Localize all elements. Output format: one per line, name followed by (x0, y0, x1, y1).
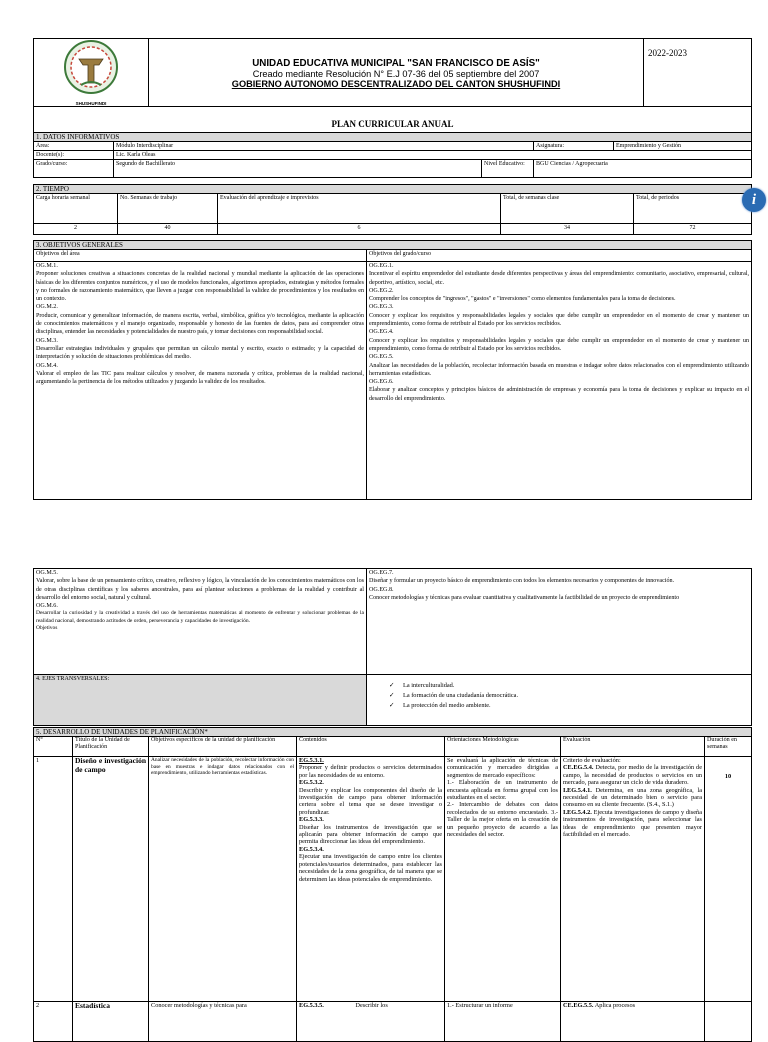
objective-code: OG.EG.4. (369, 329, 394, 336)
content-code: EG.5.3.4. (299, 845, 324, 853)
grado-value: Segundo de Bachillerato (114, 160, 482, 178)
objective-code: OG.EG.5. (369, 354, 394, 361)
evaluation-code: I.EG.5.4.1. (563, 786, 592, 794)
section-tiempo: 2. TIEMPO (34, 185, 752, 194)
objective-code: OG.M.1. (36, 263, 58, 269)
eje-item: ✓ La formación de una ciudadanía democrática. (389, 692, 519, 699)
objective-text: Valorar el empleo de las TIC para realizar cálculos y resolver, de manera razonada y crítica, problemas de la realidad nacional, argumentando la pertinencia de los métodos utilizados y juzgando la validez de los resultados. (36, 370, 364, 386)
desarrollo-table (33, 727, 752, 1042)
tiempo-value: 6 (218, 224, 501, 235)
objective-text: Elaborar y analizar conceptos y principios básicos de administración de empresas y economía para la toma de decisiones y explicar su impacto en el desarrollo del emprendimiento. (369, 387, 750, 402)
tiempo-header: Total, de semanas clase (501, 194, 634, 224)
objective-text: Comprender los conceptos de "ingresos", "gastos" e "inversiones" como elementos fundamentales para la toma de decisiones. (369, 296, 676, 303)
content-text: Proponer y definir productos o servicios determinados por las necesidades de su entorno. (299, 764, 442, 779)
evaluation-text: Ejecuta investigaciones de campo y diseña instrumentos de investigación, para seleccionar las ideas de emprendimiento que presenten mayor factibilidad en el mercado. (563, 808, 702, 839)
objective-text: Incentivar el espíritu emprendedor del estudiante desde diferentes perspectivas y áreas del emprendimiento: comunitario, asociativo, empresarial, cultural, deportivo, artístico, social, etc. (369, 271, 750, 286)
content-code: EG.5.3.2. (299, 779, 324, 787)
objective-text: Desarrollar la curiosidad y la creatividad a través del uso de herramientas matemáticas al momento de enfrentar y solucionar problemas de la realidad nacional, demostrando actitudes de orden, perseverancia y capacidades de investigación. (36, 610, 364, 624)
school-header (149, 39, 644, 107)
evaluation-text: Determina, en una zona geográfica, la necesidad de un determinado bien o servicio para consumo en su cliente frecuente. (S.4., S.1.) (563, 786, 702, 809)
objective-code: OG.M.6. (36, 603, 58, 610)
tiempo-header: Total, de periodos (634, 194, 752, 224)
objetivos-continuation-table (33, 568, 752, 726)
content-text: Describir y explicar los componentes del diseño de la investigación de campo para obtener información certera sobre el tema que se desee investigar o profundizar. (299, 786, 442, 816)
tiempo-value: 34 (501, 224, 634, 235)
unit-col-header: N° (34, 737, 73, 757)
check-icon: ✓ (389, 682, 395, 689)
table-row (34, 757, 752, 1002)
objective-code: OG.EG.3. (369, 304, 394, 311)
objective-text: Desarrollar estrategias individuales y grupales que permitan un cálculo mental y escrito, exacto o estimado; y la capacidad de interpretación y solución de situaciones problémicas del medio. (36, 345, 364, 361)
content-code: EG.5.3.3. (299, 816, 324, 824)
eje-item: ✓ La interculturalidad. (389, 682, 455, 689)
curso-objectives-continued (367, 569, 752, 675)
nivel-label: Nivel Educativo: (482, 160, 534, 178)
unit-number: 2 (34, 1002, 73, 1042)
plan-title: PLAN CURRICULAR ANUAL (34, 107, 752, 141)
objective-code: OG.EG.1. (369, 263, 394, 269)
objective-code: OG.M.4. (36, 362, 58, 369)
area-objectives (34, 262, 367, 500)
evaluation-code: I.EG.5.4.2. (563, 808, 592, 816)
evaluation-intro: Criterio de evaluación: (563, 757, 621, 764)
unit-title: Diseño e investigación de campo (73, 757, 149, 1002)
info-icon[interactable]: i (742, 188, 766, 212)
objective-code: OG.M.3. (36, 337, 58, 344)
objective-text: Analizar las necesidades de la población, recolectar información basada en muestras e indagar sobre datos relacionados con el emprendimiento utilizando herramientas estadísticas. (369, 362, 750, 377)
unit-title: Estadística (73, 1002, 149, 1042)
unit-evaluation (561, 1002, 705, 1042)
area-objectives-continued (34, 569, 367, 675)
objective-code: OG.M.5. (36, 570, 58, 576)
tiempo-table (33, 184, 752, 235)
objective-text: Conocer y explicar los requisitos y responsabilidades legales y sociales que debe cumplir un emprendedor en el momento de crear y mantener un emprendimiento, como forma de retribuir al Estado por los servicios recibidos. (369, 312, 750, 328)
objective-tail: Objetivos (36, 625, 58, 632)
government-line: GOBIERNO AUTONOMO DESCENTRALIZADO DEL CANTON SHUSHUFINDI (231, 78, 561, 89)
evaluation-text: Detecta, por medio de la investigación de campo, la necesidad de productos o servicios en un mercado, para asegurar un ciclo de vida duradero. (563, 764, 703, 787)
objective-code: OG.EG.6. (369, 379, 394, 386)
unit-col-header: Contenidos (297, 737, 445, 757)
content-text: Describir los (355, 1002, 388, 1009)
content-code: EG.5.3.5. (299, 1002, 324, 1009)
tiempo-header: Evaluación del aprendizaje e imprevistos (218, 194, 501, 224)
tiempo-header: No. Semanas de trabajo (118, 194, 218, 224)
unit-methods: Se evaluará la aplicación de técnicas de comunicación y mercadeo dirigidas a segmentos de mercado específicos: 1.- Elaboración de un instrumento de encuesta aplicada en forma grupal con los estudiantes en el sector. 2.- Intercambio de debates con datos recolectados de su entorno encuestado. 3.- Taller de la mejor oferta en la creación de un pequeño proyecto de acuerdo a las necesidades del sector. (445, 757, 561, 1002)
unit-methods: 1.- Estructurar un informe (445, 1002, 561, 1042)
docente-label: Docente(s): (34, 151, 114, 160)
objective-text: Producir, comunicar y generalizar información, de manera escrita, verbal, simbólica, gráfica y/o tecnológica, mediante la aplicación de conocimientos matemáticos y el manejo organizado, responsable y honesto de las fuentes de datos, para así comprender otras disciplinas, entender las necesidades y potencialidades de nuestro país, y tomar decisiones con responsabilidad social. (36, 312, 364, 336)
area-objectives-header: Objetivos del área (34, 250, 367, 262)
area-label: Área: (34, 142, 114, 151)
unit-contents (297, 1002, 445, 1042)
asignatura-value: Emprendimiento y Gestión (614, 142, 752, 151)
logo-caption: SHUSHUFINDI (75, 101, 107, 106)
objetivos-table (33, 240, 752, 500)
logo-cell (34, 39, 149, 107)
section-desarrollo: 5. DESARROLLO DE UNIDADES DE PLANIFICACIÓN* (34, 728, 752, 737)
unit-col-header: Duración en semanas (705, 737, 752, 757)
objective-code: OG.M.2. (36, 304, 58, 311)
content-code: EG.5.3.1. (299, 757, 324, 764)
evaluation-code: CE.EG.5.5. (563, 1002, 594, 1009)
area-value: Módulo Interdisciplinar (114, 142, 534, 151)
nivel-value: BGU Ciencias / Agropecuaria (534, 160, 752, 178)
objective-text: Conocer metodologías y técnicas para evaluar cuantitativa y cualitativamente la factibilidad de un proyecto de emprendimiento (369, 594, 680, 601)
content-text: Diseñar los instrumentos de investigación que se aplicarán para obtener información de campo que permita direccionar las ideas del emprendimiento. (299, 823, 442, 846)
curso-objectives (367, 262, 752, 500)
objective-text: Diseñar y formular un proyecto básico de emprendimiento con todos los elementos necesarios y componentes de innovación. (369, 578, 675, 585)
docente-value: Lic. Karla Oleas (114, 151, 752, 160)
table-row (34, 1002, 752, 1042)
unit-col-header: Evaluación (561, 737, 705, 757)
tiempo-value: 40 (118, 224, 218, 235)
eje-item: ✓ La protección del medio ambiente. (389, 702, 491, 709)
school-year: 2022-2023 (644, 39, 752, 107)
objective-text: Proponer soluciones creativas a situaciones concretas de la realidad nacional y mundial mediante la aplicación de las operaciones básicas de los diferentes conjuntos numéricos, y el uso de modelos funcionales, algoritmos apropiados, estrategias y métodos formales y no formales de razonamiento matemático, que lleven a juzgar con responsabilidad la validez de procedimientos y los resultados en un contexto. (36, 271, 364, 303)
unit-duration: 10 (705, 757, 752, 1002)
unit-objectives: Analizar necesidades de la población, recolectar información con base en muestras e indagar datos relacionados con el emprendimiento, utilizando herramientas estadísticas. (149, 757, 297, 1002)
tiempo-value: 72 (634, 224, 752, 235)
evaluation-text: Aplica procesos (594, 1002, 636, 1009)
school-crest-icon (61, 39, 121, 99)
grado-label: Grado/curso: (34, 160, 114, 178)
objective-code: OG.EG.7. (369, 570, 394, 576)
unit-col-header: Objetivos específicos de la unidad de planificación (149, 737, 297, 757)
school-name: UNIDAD EDUCATIVA MUNICIPAL "SAN FRANCISCO DE ASÍS" (252, 57, 540, 69)
unit-contents (297, 757, 445, 1002)
header-table (33, 38, 752, 141)
check-icon: ✓ (389, 702, 395, 709)
evaluation-code: CE.EG.5.4. (563, 764, 594, 772)
section-objetivos: 3. OBJETIVOS GENERALES (34, 241, 752, 250)
unit-evaluation (561, 757, 705, 1002)
asignatura-label: Asignatura: (534, 142, 614, 151)
objective-code: OG.EG.8. (369, 586, 394, 593)
datos-table (33, 132, 752, 178)
unit-objectives: Conocer metodologías y técnicas para (149, 1002, 297, 1042)
content-text: Ejecutar una investigación de campo entre los clientes potenciales/usuarios determinados, para establecer las necesidades de la zona geográfica, de tal manera que se determinen las ideas potenciales de emprendimiento. (299, 853, 442, 883)
tiempo-value: 2 (34, 224, 118, 235)
curso-objectives-header: Objetivos del grado/curso (367, 250, 752, 262)
unit-col-header: Título de la Unidad de Planificación (73, 737, 149, 757)
objective-text: Valorar, sobre la base de un pensamiento crítico, creativo, reflexivo y lógico, la vinculación de los conocimientos matemáticos con los de otras disciplinas científicas y los saberes ancestrales, para así plantear soluciones a problemas de la realidad y contribuir al desarrollo del entorno social, natural y cultural. (36, 578, 364, 601)
resolution-line: Creado mediante Resolución N° E.J 07-36 del 05 septiembre del 2007 (252, 68, 540, 79)
section-datos: 1. DATOS INFORMATIVOS (34, 133, 752, 142)
ejes-list (367, 675, 752, 726)
section-ejes: 4. EJES TRANSVERSALES: (34, 675, 367, 726)
unit-col-header: Orientaciones Metodológicas (445, 737, 561, 757)
unit-number: 1 (34, 757, 73, 1002)
objective-code: OG.EG.2. (369, 287, 394, 294)
objective-text: Conocer y explicar los requisitos y responsabilidades legales y sociales que debe cumplir un emprendedor en el momento de crear y mantener un emprendimiento, como forma de retribuir al Estado por los servicios recibidos. (369, 337, 750, 352)
check-icon: ✓ (389, 692, 395, 699)
tiempo-header: Carga horaria semanal (34, 194, 118, 224)
unit-duration (705, 1002, 752, 1042)
